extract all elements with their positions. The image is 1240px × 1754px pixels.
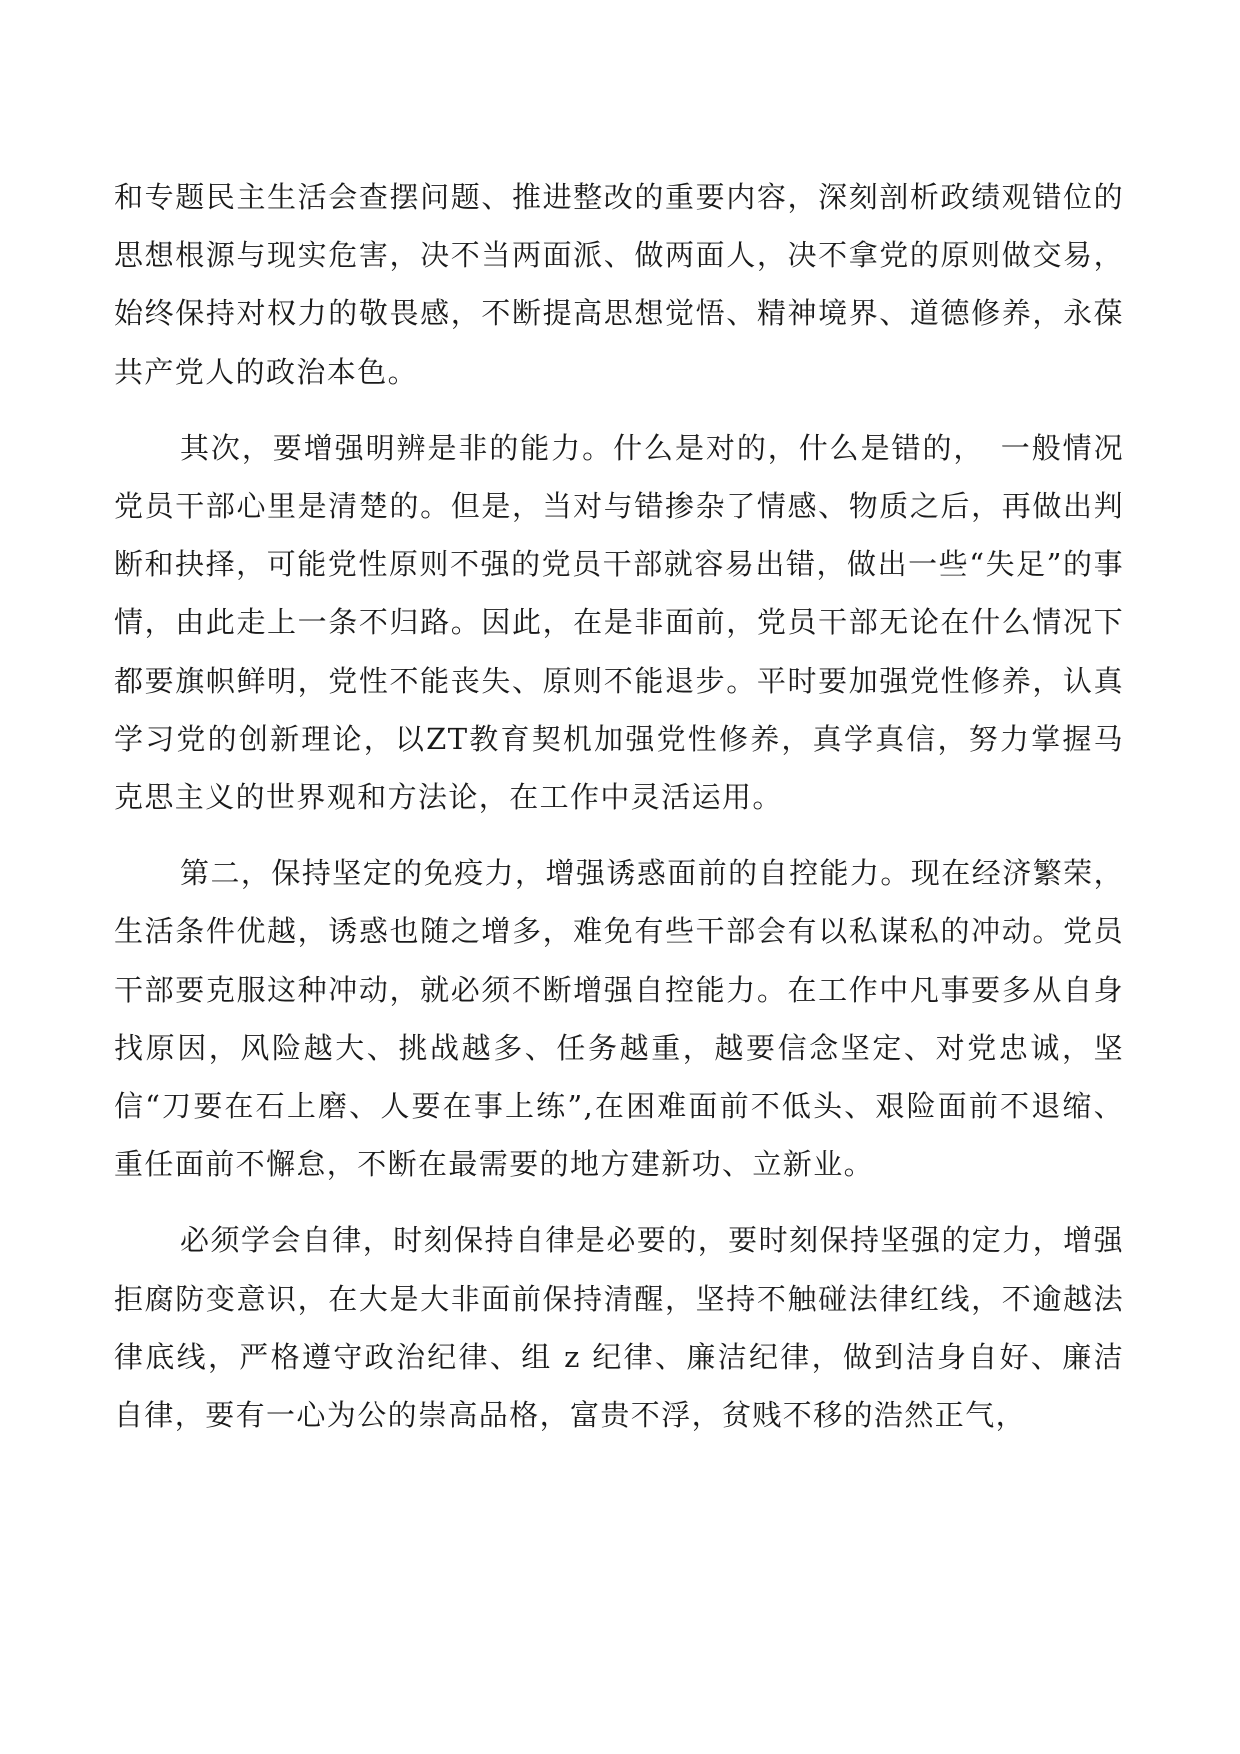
paragraph-1: 和专题民主生活会查摆问题、推进整改的重要内容，深刻剖析政绩观错位的思想根源与现实危害，决不当两面派、做两面人，决不拿党的原则做交易，始终保持对权力的敬畏感，不断提高思想觉悟、精神境界、道德修养，永葆共产党人的政治本色。 — [114, 180, 1124, 389]
paragraph-3: 第二，保持坚定的免疫力，增强诱惑面前的自控能力。现在经济繁荣，生活条件优越，诱惑也随之增多，难免有些干部会有以私谋私的冲动。党员干部要克服这种冲动，就必须不断增强自控能力。在工作中凡事要多从自身找原因，风险越大、挑战越多、任务越重，越要信念坚定、对党忠诚，坚信“刀要在石上磨、人要在事上练”,在困难面前不低头、艰险面前不退缩、重任面前不懈怠，不断在最需要的地方建新功、立新业。 — [114, 856, 1124, 1182]
paragraph-2: 其次，要增强明辨是非的能力。什么是对的，什么是错的， 一般情况党员干部心里是清楚的。但是，当对与错掺杂了情感、物质之后，再做出判断和抉择，可能党性原则不强的党员干部就容易出错，做出一些“失足”的事情，由此走上一条不归路。因此，在是非面前，党员干部无论在什么情况下都要旗帜鲜明，党性不能丧失、原则不能退步。平时要加强党性修养，认真学习党的创新理论，以ZT教育契机加强党性修养，真学真信，努力掌握马克思主义的世界观和方法论，在工作中灵活运用。 — [114, 430, 1124, 815]
paragraph-4: 必须学会自律，时刻保持自律是必要的，要时刻保持坚强的定力，增强拒腐防变意识，在大是大非面前保持清醒，坚持不触碰法律红线，不逾越法律底线，严格遵守政治纪律、组 z 纪律、廉洁纪律，做到洁身自好、廉洁自律，要有一心为公的崇高品格，富贵不浮，贫贱不移的浩然正气， — [114, 1223, 1124, 1433]
document-body — [114, 168, 1124, 1444]
